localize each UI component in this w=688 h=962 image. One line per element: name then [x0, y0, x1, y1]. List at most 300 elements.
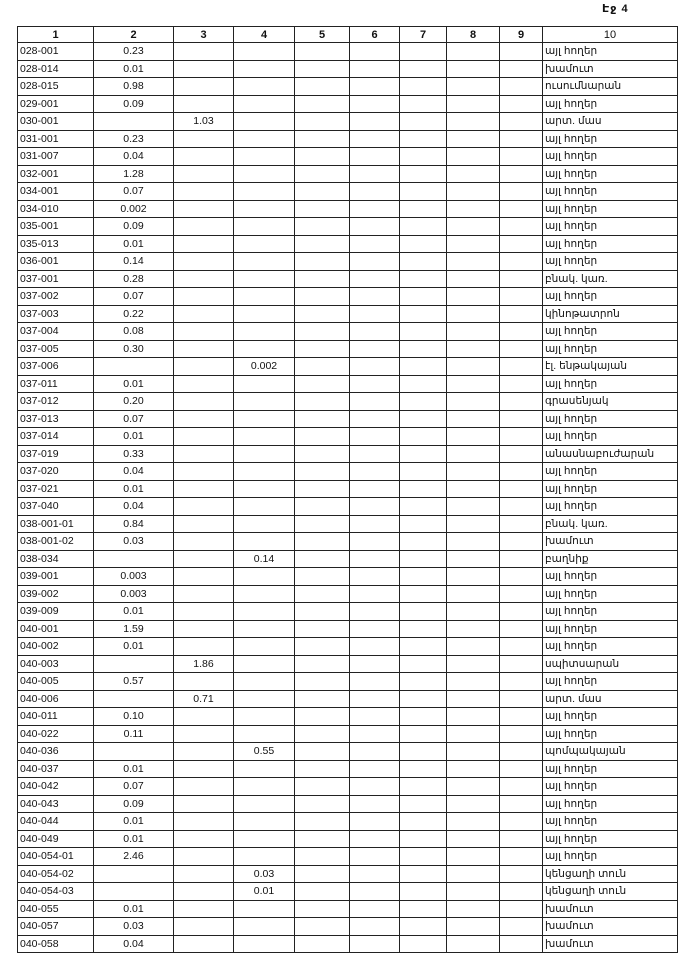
- column-3-value-cell: 1.86: [174, 655, 234, 673]
- parcel-code-cell: 039-009: [18, 603, 94, 621]
- column-8-cell: [447, 305, 500, 323]
- column-8-cell: [447, 270, 500, 288]
- column-2-value-cell: 1.28: [94, 165, 174, 183]
- column-2-value-cell: 0.07: [94, 288, 174, 306]
- column-3-value-cell: [174, 60, 234, 78]
- column-7-cell: [400, 305, 447, 323]
- column-4-value-cell: [234, 130, 295, 148]
- column-5-cell: [295, 340, 350, 358]
- land-use-cell: այլ հողեր: [543, 253, 678, 271]
- land-use-cell: այլ հողեր: [543, 218, 678, 236]
- column-3-value-cell: [174, 498, 234, 516]
- column-9-cell: [500, 288, 543, 306]
- column-9-cell: [500, 218, 543, 236]
- column-4-value-cell: [234, 918, 295, 936]
- parcel-code-cell: 037-020: [18, 463, 94, 481]
- column-6-cell: [350, 568, 400, 586]
- table-row: [18, 813, 678, 831]
- column-5-cell: [295, 690, 350, 708]
- column-8-cell: [447, 498, 500, 516]
- column-9-cell: [500, 113, 543, 131]
- column-7-cell: [400, 655, 447, 673]
- column-5-cell: [295, 218, 350, 236]
- column-7-cell: [400, 183, 447, 201]
- parcel-code-cell: 040-044: [18, 813, 94, 831]
- column-2-value-cell: 0.04: [94, 463, 174, 481]
- column-3-value-cell: [174, 935, 234, 953]
- land-use-cell: այլ հողեր: [543, 568, 678, 586]
- land-use-cell: այլ հողեր: [543, 428, 678, 446]
- column-3-value-cell: [174, 620, 234, 638]
- column-9-cell: [500, 445, 543, 463]
- land-use-cell: կենցաղի տուն: [543, 883, 678, 901]
- column-4-value-cell: [234, 95, 295, 113]
- column-3-value-cell: [174, 375, 234, 393]
- column-5-cell: [295, 393, 350, 411]
- table-row: [18, 568, 678, 586]
- land-use-cell: այլ հողեր: [543, 95, 678, 113]
- column-7-cell: [400, 725, 447, 743]
- column-5-cell: [295, 533, 350, 551]
- table-row: [18, 883, 678, 901]
- table-row: [18, 673, 678, 691]
- column-3-value-cell: [174, 550, 234, 568]
- column-2-value-cell: [94, 883, 174, 901]
- column-5-cell: [295, 445, 350, 463]
- column-header-6: 6: [350, 27, 400, 43]
- column-7-cell: [400, 340, 447, 358]
- column-2-value-cell: 0.20: [94, 393, 174, 411]
- column-8-cell: [447, 900, 500, 918]
- column-3-value-cell: [174, 830, 234, 848]
- column-9-cell: [500, 235, 543, 253]
- column-8-cell: [447, 673, 500, 691]
- column-header-5: 5: [295, 27, 350, 43]
- table-row: [18, 655, 678, 673]
- column-9-cell: [500, 585, 543, 603]
- column-5-cell: [295, 515, 350, 533]
- land-use-cell: արտ. մաս: [543, 113, 678, 131]
- column-3-value-cell: [174, 428, 234, 446]
- column-4-value-cell: [234, 585, 295, 603]
- column-8-cell: [447, 393, 500, 411]
- column-5-cell: [295, 603, 350, 621]
- parcel-code-cell: 040-042: [18, 778, 94, 796]
- column-7-cell: [400, 95, 447, 113]
- column-9-cell: [500, 935, 543, 953]
- table-row: [18, 795, 678, 813]
- column-7-cell: [400, 235, 447, 253]
- column-9-cell: [500, 550, 543, 568]
- column-4-value-cell: [234, 690, 295, 708]
- column-8-cell: [447, 200, 500, 218]
- column-2-value-cell: 0.003: [94, 568, 174, 586]
- column-7-cell: [400, 78, 447, 96]
- column-2-value-cell: 2.46: [94, 848, 174, 866]
- column-8-cell: [447, 428, 500, 446]
- column-4-value-cell: [234, 78, 295, 96]
- column-9-cell: [500, 760, 543, 778]
- parcel-code-cell: 039-002: [18, 585, 94, 603]
- table-row: [18, 725, 678, 743]
- table-row: [18, 690, 678, 708]
- column-8-cell: [447, 743, 500, 761]
- column-2-value-cell: 0.23: [94, 130, 174, 148]
- column-4-value-cell: [234, 270, 295, 288]
- column-6-cell: [350, 498, 400, 516]
- parcel-code-cell: 037-003: [18, 305, 94, 323]
- column-5-cell: [295, 778, 350, 796]
- column-7-cell: [400, 270, 447, 288]
- land-use-cell: այլ հողեր: [543, 375, 678, 393]
- column-2-value-cell: 0.01: [94, 760, 174, 778]
- column-9-cell: [500, 463, 543, 481]
- column-7-cell: [400, 585, 447, 603]
- column-9-cell: [500, 603, 543, 621]
- column-6-cell: [350, 43, 400, 61]
- column-5-cell: [295, 113, 350, 131]
- column-4-value-cell: [234, 708, 295, 726]
- parcel-code-cell: 037-013: [18, 410, 94, 428]
- column-2-value-cell: 0.07: [94, 778, 174, 796]
- table-row: [18, 498, 678, 516]
- column-5-cell: [295, 183, 350, 201]
- column-8-cell: [447, 778, 500, 796]
- column-2-value-cell: [94, 113, 174, 131]
- column-7-cell: [400, 935, 447, 953]
- land-use-cell: խամուտ: [543, 60, 678, 78]
- column-7-cell: [400, 480, 447, 498]
- table-row: [18, 760, 678, 778]
- column-5-cell: [295, 305, 350, 323]
- column-9-cell: [500, 918, 543, 936]
- column-3-value-cell: [174, 515, 234, 533]
- table-row: [18, 95, 678, 113]
- column-3-value-cell: [174, 638, 234, 656]
- column-7-cell: [400, 795, 447, 813]
- land-use-cell: այլ հողեր: [543, 603, 678, 621]
- column-4-value-cell: 0.55: [234, 743, 295, 761]
- land-register-table: [17, 26, 678, 953]
- column-6-cell: [350, 778, 400, 796]
- column-2-value-cell: 0.28: [94, 270, 174, 288]
- table-row: [18, 585, 678, 603]
- column-4-value-cell: [234, 655, 295, 673]
- land-use-cell: այլ հողեր: [543, 830, 678, 848]
- land-use-cell: ուսումնարան: [543, 78, 678, 96]
- column-5-cell: [295, 428, 350, 446]
- parcel-code-cell: 028-015: [18, 78, 94, 96]
- table-row: [18, 410, 678, 428]
- column-8-cell: [447, 813, 500, 831]
- column-4-value-cell: [234, 375, 295, 393]
- column-8-cell: [447, 480, 500, 498]
- table-row: [18, 708, 678, 726]
- land-use-cell: այլ հողեր: [543, 725, 678, 743]
- column-9-cell: [500, 725, 543, 743]
- parcel-code-cell: 040-036: [18, 743, 94, 761]
- column-8-cell: [447, 340, 500, 358]
- column-9-cell: [500, 270, 543, 288]
- column-7-cell: [400, 375, 447, 393]
- column-8-cell: [447, 620, 500, 638]
- land-use-cell: խամուտ: [543, 533, 678, 551]
- column-4-value-cell: [234, 795, 295, 813]
- column-5-cell: [295, 480, 350, 498]
- column-3-value-cell: [174, 130, 234, 148]
- column-4-value-cell: [234, 183, 295, 201]
- column-5-cell: [295, 568, 350, 586]
- column-5-cell: [295, 865, 350, 883]
- column-3-value-cell: [174, 743, 234, 761]
- column-8-cell: [447, 795, 500, 813]
- column-8-cell: [447, 725, 500, 743]
- column-2-value-cell: 0.07: [94, 183, 174, 201]
- column-3-value-cell: [174, 900, 234, 918]
- table-row: [18, 148, 678, 166]
- column-3-value-cell: [174, 865, 234, 883]
- column-6-cell: [350, 375, 400, 393]
- column-5-cell: [295, 638, 350, 656]
- column-3-value-cell: [174, 795, 234, 813]
- column-2-value-cell: 0.01: [94, 830, 174, 848]
- parcel-code-cell: 034-001: [18, 183, 94, 201]
- column-2-value-cell: 0.01: [94, 900, 174, 918]
- column-9-cell: [500, 900, 543, 918]
- column-7-cell: [400, 323, 447, 341]
- land-use-cell: այլ հողեր: [543, 340, 678, 358]
- column-6-cell: [350, 708, 400, 726]
- parcel-code-cell: 040-002: [18, 638, 94, 656]
- column-3-value-cell: [174, 340, 234, 358]
- column-9-cell: [500, 620, 543, 638]
- column-8-cell: [447, 288, 500, 306]
- parcel-code-cell: 040-043: [18, 795, 94, 813]
- column-8-cell: [447, 165, 500, 183]
- column-6-cell: [350, 95, 400, 113]
- column-4-value-cell: 0.01: [234, 883, 295, 901]
- column-7-cell: [400, 148, 447, 166]
- column-6-cell: [350, 78, 400, 96]
- table-row: [18, 463, 678, 481]
- column-8-cell: [447, 708, 500, 726]
- parcel-code-cell: 040-001: [18, 620, 94, 638]
- column-7-cell: [400, 43, 447, 61]
- land-use-cell: էլ. ենթակայան: [543, 358, 678, 376]
- column-4-value-cell: [234, 760, 295, 778]
- parcel-code-cell: 040-054-03: [18, 883, 94, 901]
- column-3-value-cell: [174, 725, 234, 743]
- column-8-cell: [447, 253, 500, 271]
- column-6-cell: [350, 848, 400, 866]
- column-6-cell: [350, 918, 400, 936]
- column-5-cell: [295, 165, 350, 183]
- column-7-cell: [400, 848, 447, 866]
- column-5-cell: [295, 935, 350, 953]
- table-row: [18, 778, 678, 796]
- column-3-value-cell: [174, 410, 234, 428]
- column-7-cell: [400, 463, 447, 481]
- column-header-8: 8: [447, 27, 500, 43]
- column-3-value-cell: [174, 288, 234, 306]
- column-header-2: 2: [94, 27, 174, 43]
- column-4-value-cell: [234, 148, 295, 166]
- land-use-cell: այլ հողեր: [543, 130, 678, 148]
- column-8-cell: [447, 848, 500, 866]
- column-2-value-cell: [94, 743, 174, 761]
- column-5-cell: [295, 78, 350, 96]
- column-5-cell: [295, 708, 350, 726]
- column-2-value-cell: 0.09: [94, 795, 174, 813]
- column-5-cell: [295, 95, 350, 113]
- column-5-cell: [295, 795, 350, 813]
- column-9-cell: [500, 165, 543, 183]
- column-6-cell: [350, 165, 400, 183]
- column-6-cell: [350, 288, 400, 306]
- table-row: [18, 183, 678, 201]
- column-8-cell: [447, 43, 500, 61]
- column-9-cell: [500, 515, 543, 533]
- column-3-value-cell: [174, 183, 234, 201]
- parcel-code-cell: 037-012: [18, 393, 94, 411]
- column-9-cell: [500, 743, 543, 761]
- column-4-value-cell: [234, 603, 295, 621]
- land-use-cell: այլ հողեր: [543, 463, 678, 481]
- column-8-cell: [447, 218, 500, 236]
- column-6-cell: [350, 60, 400, 78]
- table-row: [18, 900, 678, 918]
- column-7-cell: [400, 760, 447, 778]
- column-3-value-cell: [174, 918, 234, 936]
- column-2-value-cell: 0.01: [94, 603, 174, 621]
- column-7-cell: [400, 743, 447, 761]
- land-use-cell: այլ հողեր: [543, 323, 678, 341]
- column-9-cell: [500, 690, 543, 708]
- page-number-label: Էջ 4: [602, 3, 629, 15]
- column-9-cell: [500, 358, 543, 376]
- column-3-value-cell: [174, 358, 234, 376]
- column-9-cell: [500, 830, 543, 848]
- column-4-value-cell: [234, 515, 295, 533]
- column-2-value-cell: 0.84: [94, 515, 174, 533]
- column-3-value-cell: [174, 848, 234, 866]
- column-header-10: 10: [543, 27, 678, 43]
- column-2-value-cell: 0.98: [94, 78, 174, 96]
- table-row: [18, 305, 678, 323]
- column-8-cell: [447, 515, 500, 533]
- land-use-cell: խամուտ: [543, 900, 678, 918]
- column-7-cell: [400, 900, 447, 918]
- column-2-value-cell: 0.01: [94, 813, 174, 831]
- column-9-cell: [500, 813, 543, 831]
- parcel-code-cell: 040-006: [18, 690, 94, 708]
- parcel-code-cell: 037-002: [18, 288, 94, 306]
- column-6-cell: [350, 428, 400, 446]
- column-8-cell: [447, 935, 500, 953]
- land-use-cell: այլ հողեր: [543, 760, 678, 778]
- parcel-code-cell: 037-006: [18, 358, 94, 376]
- column-8-cell: [447, 113, 500, 131]
- land-use-cell: այլ հողեր: [543, 795, 678, 813]
- column-9-cell: [500, 148, 543, 166]
- column-3-value-cell: [174, 480, 234, 498]
- column-2-value-cell: 0.01: [94, 235, 174, 253]
- parcel-code-cell: 032-001: [18, 165, 94, 183]
- column-4-value-cell: [234, 323, 295, 341]
- parcel-code-cell: 040-011: [18, 708, 94, 726]
- column-8-cell: [447, 95, 500, 113]
- column-9-cell: [500, 673, 543, 691]
- column-4-value-cell: [234, 253, 295, 271]
- column-4-value-cell: [234, 568, 295, 586]
- column-8-cell: [447, 568, 500, 586]
- column-6-cell: [350, 795, 400, 813]
- column-header-1: 1: [18, 27, 94, 43]
- column-7-cell: [400, 865, 447, 883]
- column-4-value-cell: [234, 620, 295, 638]
- column-7-cell: [400, 288, 447, 306]
- column-6-cell: [350, 323, 400, 341]
- column-5-cell: [295, 620, 350, 638]
- land-use-cell: պոմպակայան: [543, 743, 678, 761]
- column-5-cell: [295, 550, 350, 568]
- land-use-cell: այլ հողեր: [543, 585, 678, 603]
- column-9-cell: [500, 480, 543, 498]
- column-8-cell: [447, 883, 500, 901]
- column-4-value-cell: [234, 393, 295, 411]
- column-8-cell: [447, 533, 500, 551]
- land-use-cell: կինոթատրոն: [543, 305, 678, 323]
- land-use-cell: այլ հողեր: [543, 200, 678, 218]
- column-2-value-cell: 1.59: [94, 620, 174, 638]
- parcel-code-cell: 035-013: [18, 235, 94, 253]
- column-2-value-cell: [94, 690, 174, 708]
- column-3-value-cell: [174, 533, 234, 551]
- column-9-cell: [500, 865, 543, 883]
- column-6-cell: [350, 673, 400, 691]
- column-4-value-cell: 0.002: [234, 358, 295, 376]
- column-4-value-cell: [234, 288, 295, 306]
- column-4-value-cell: [234, 340, 295, 358]
- column-8-cell: [447, 130, 500, 148]
- column-7-cell: [400, 568, 447, 586]
- column-5-cell: [295, 235, 350, 253]
- column-8-cell: [447, 585, 500, 603]
- column-7-cell: [400, 428, 447, 446]
- parcel-code-cell: 029-001: [18, 95, 94, 113]
- column-2-value-cell: 0.22: [94, 305, 174, 323]
- column-8-cell: [447, 323, 500, 341]
- column-9-cell: [500, 848, 543, 866]
- column-3-value-cell: [174, 445, 234, 463]
- column-5-cell: [295, 288, 350, 306]
- table-row: [18, 78, 678, 96]
- column-8-cell: [447, 78, 500, 96]
- column-4-value-cell: [234, 305, 295, 323]
- column-4-value-cell: [234, 445, 295, 463]
- table-row: [18, 253, 678, 271]
- column-5-cell: [295, 830, 350, 848]
- table-row: [18, 200, 678, 218]
- column-6-cell: [350, 340, 400, 358]
- column-7-cell: [400, 515, 447, 533]
- land-use-cell: այլ հողեր: [543, 148, 678, 166]
- column-9-cell: [500, 795, 543, 813]
- parcel-code-cell: 037-040: [18, 498, 94, 516]
- parcel-code-cell: 037-011: [18, 375, 94, 393]
- table-body: [18, 43, 678, 953]
- column-5-cell: [295, 585, 350, 603]
